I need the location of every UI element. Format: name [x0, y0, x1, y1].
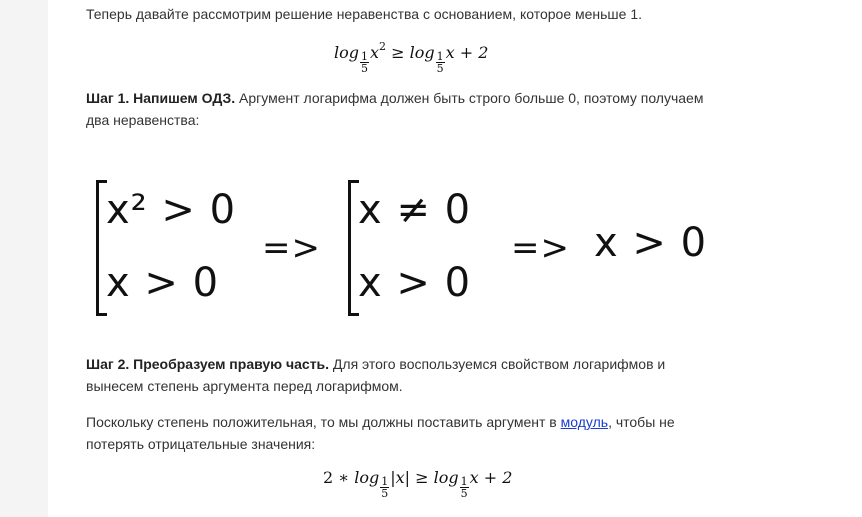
right-side-2: x + 2 — [469, 468, 513, 487]
final-result: x > 0 — [594, 220, 708, 266]
modulus-paragraph — [86, 411, 706, 455]
system-a-line2: x > 0 — [106, 260, 220, 306]
system-a-line1: x² > 0 — [106, 187, 237, 233]
intro-paragraph: Теперь давайте рассмотрим решение неравенства с основанием, которое меньше 1. — [86, 6, 643, 22]
log-symbol-4: log — [433, 468, 459, 487]
para3-text-before: Поскольку степень положительная, то мы должны поставить аргумент в — [86, 414, 561, 430]
geq-sign: ≥ — [391, 43, 405, 62]
variable-x: x — [370, 43, 380, 62]
right-side: x + 2 — [445, 43, 489, 62]
article-content — [48, 0, 816, 517]
coefficient: 2 ∗ — [323, 468, 355, 487]
geq-sign-2: ≥ — [415, 468, 429, 487]
fraction-base-4: $\frac{1}{5}$ — [460, 475, 468, 500]
step1-text: Аргумент логарифма должен быть строго больше 0, поэтому получаем два неравенства: — [86, 90, 704, 128]
step2-text: Для этого воспользуемся свойством логарифмов и вынесем степень аргумента перед логарифмом. — [86, 356, 666, 394]
step2-title: Шаг 2. Преобразуем правую часть. — [86, 356, 330, 372]
fraction-base-2: $\frac{1}{5}$ — [436, 50, 444, 75]
modulus-link[interactable]: модуль — [560, 414, 609, 430]
fraction-base: $\frac{1}{5}$ — [361, 50, 368, 75]
formula-log-inequality-2 — [323, 468, 512, 499]
implies-arrow-2: => — [511, 228, 570, 268]
log-symbol-3: log — [354, 468, 380, 487]
formula-log-inequality-1 — [334, 40, 488, 74]
step2-paragraph — [86, 353, 706, 397]
system-b-line1: x ≠ 0 — [358, 187, 472, 233]
left-margin — [0, 0, 48, 517]
log-symbol-2: log — [409, 43, 435, 62]
system-b-line2: x > 0 — [358, 260, 472, 306]
log-symbol: log — [334, 43, 359, 62]
implies-arrow-1: => — [262, 228, 321, 268]
exponent: 2 — [379, 40, 387, 53]
para3-text-after: , чтобы не потерять отрицательные значения: — [86, 414, 675, 452]
step1-paragraph — [86, 87, 706, 131]
step1-title: Шаг 1. Напишем ОДЗ. — [86, 90, 236, 106]
fraction-base-3: $\frac{1}{5}$ — [381, 475, 389, 500]
abs-x: |x| — [390, 468, 411, 487]
